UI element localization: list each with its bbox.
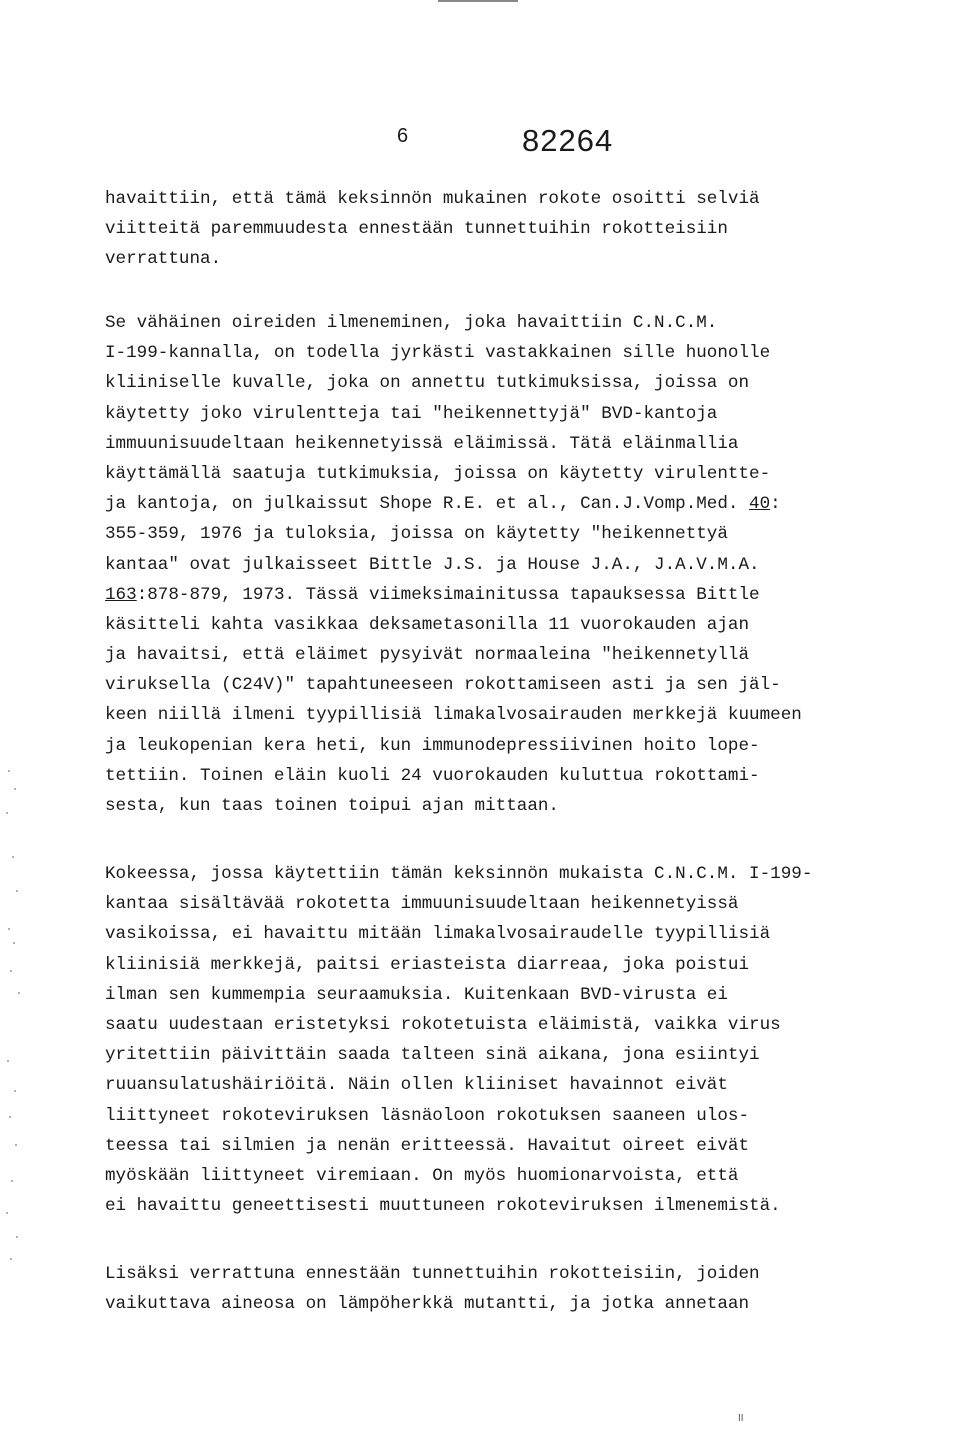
text-line: liittyneet rokoteviruksen läsnäoloon rokotuksen saaneen ulos-	[105, 1105, 750, 1126]
text-line: I-199-kannalla, on todella jyrkästi vastakkainen sille huonolle	[105, 343, 771, 364]
text-line: teessa tai silmien ja nenän eritteessä. Havaitut oireet eivät	[105, 1135, 750, 1156]
text-line: Kokeessa, jossa käytettiin tämän keksinnön mukaista C.N.C.M. I-199-	[105, 864, 813, 884]
text-line: Lisäksi verrattuna ennestään tunnettuihin rokotteisiin, joiden	[105, 1264, 760, 1284]
text-line: Se vähäinen oireiden ilmeneminen, joka havaittiin C.N.C.M.	[105, 313, 718, 333]
paragraph-4	[105, 1259, 760, 1319]
paragraph-2	[105, 308, 802, 821]
text-line: ja havaitsi, että eläimet pysyivät normaaleina "heikennetyllä	[105, 645, 750, 666]
text-line: viitteitä paremmuudesta ennestään tunnettuihin rokotteisiin	[105, 219, 728, 240]
text-line: viruksella (C24V)" tapahtuneeseen rokottamiseen asti ja sen jäl-	[105, 675, 781, 696]
text-line: käsitteli kahta vasikkaa deksametasonilla 11 vuorokauden ajan	[105, 614, 750, 635]
document-number: 82264	[522, 123, 614, 158]
text-line: saatu uudestaan eristetyksi rokotetuista eläimistä, vaikka virus	[105, 1014, 781, 1035]
text-line: havaittiin, että tämä keksinnön mukainen rokote osoitti selviä	[105, 189, 760, 209]
page-number: 6	[397, 125, 409, 147]
text-line: immuunisuudeltaan heikennetyissä eläimissä. Tätä eläinmallia	[105, 433, 739, 454]
text-line: vasikoissa, ei havaittu mitään limakalvosairaudelle tyypillisiä	[105, 924, 771, 945]
text-line: kantaa sisältävää rokotetta immuunisuudeltaan heikennetyissä	[105, 894, 739, 915]
text-line: käyttämällä saatuja tutkimuksia, joissa on käytetty virulentte-	[105, 463, 771, 484]
text-line: käytetty joko virulentteja tai "heikennettyjä" BVD-kantoja	[105, 403, 718, 424]
text-line: vaikuttava aineosa on lämpöherkkä mutantti, ja jotka annetaan	[105, 1294, 750, 1315]
text-line: myöskään liittyneet viremiaan. On myös huomionarvoista, että	[105, 1165, 739, 1186]
text-line: sesta, kun taas toinen toipui ajan mittaan.	[105, 796, 559, 816]
text-line: ilman sen kummempia seuraamuksia. Kuitenkaan BVD-virusta ei	[105, 984, 728, 1005]
text-line: ja leukopenian kera heti, kun immunodepressiivinen hoito lope-	[105, 735, 760, 756]
text-line: 163:878-879, 1973. Tässä viimeksimainitussa tapauksessa Bittle	[105, 584, 760, 605]
text-line: yritettiin päivittäin saada talteen sinä aikana, jona esiintyi	[105, 1045, 760, 1066]
text-line: kantaa" ovat julkaisseet Bittle J.S. ja House J.A., J.A.V.M.A.	[105, 554, 760, 575]
footer-mark: II	[738, 1413, 744, 1424]
text-line: keen niillä ilmeni tyypillisiä limakalvosairauden merkkejä kuumeen	[105, 705, 802, 726]
text-line: kliinisiä merkkejä, paitsi eriasteista diarreaa, joka poistui	[105, 954, 750, 975]
paragraph-3	[105, 859, 812, 1221]
text-line: ruuansulatushäiriöitä. Näin ollen kliiniset havainnot eivät	[105, 1075, 728, 1096]
paragraph-1	[105, 184, 760, 275]
scan-artifact-margin	[2, 760, 32, 1280]
text-line: verrattuna.	[105, 249, 222, 270]
text-line: ei havaittu geneettisesti muuttuneen rokoteviruksen ilmenemistä.	[105, 1196, 781, 1217]
text-line: 355-359, 1976 ja tuloksia, joissa on käytetty "heikennettyä	[105, 524, 728, 545]
text-line: tettiin. Toinen eläin kuoli 24 vuorokauden kuluttua rokottami-	[105, 765, 760, 786]
scan-artifact-top	[438, 0, 518, 2]
text-line: kliiniselle kuvalle, joka on annettu tutkimuksissa, joissa on	[105, 373, 750, 394]
text-line: ja kantoja, on julkaissut Shope R.E. et al., Can.J.Vomp.Med. 40:	[105, 494, 781, 515]
